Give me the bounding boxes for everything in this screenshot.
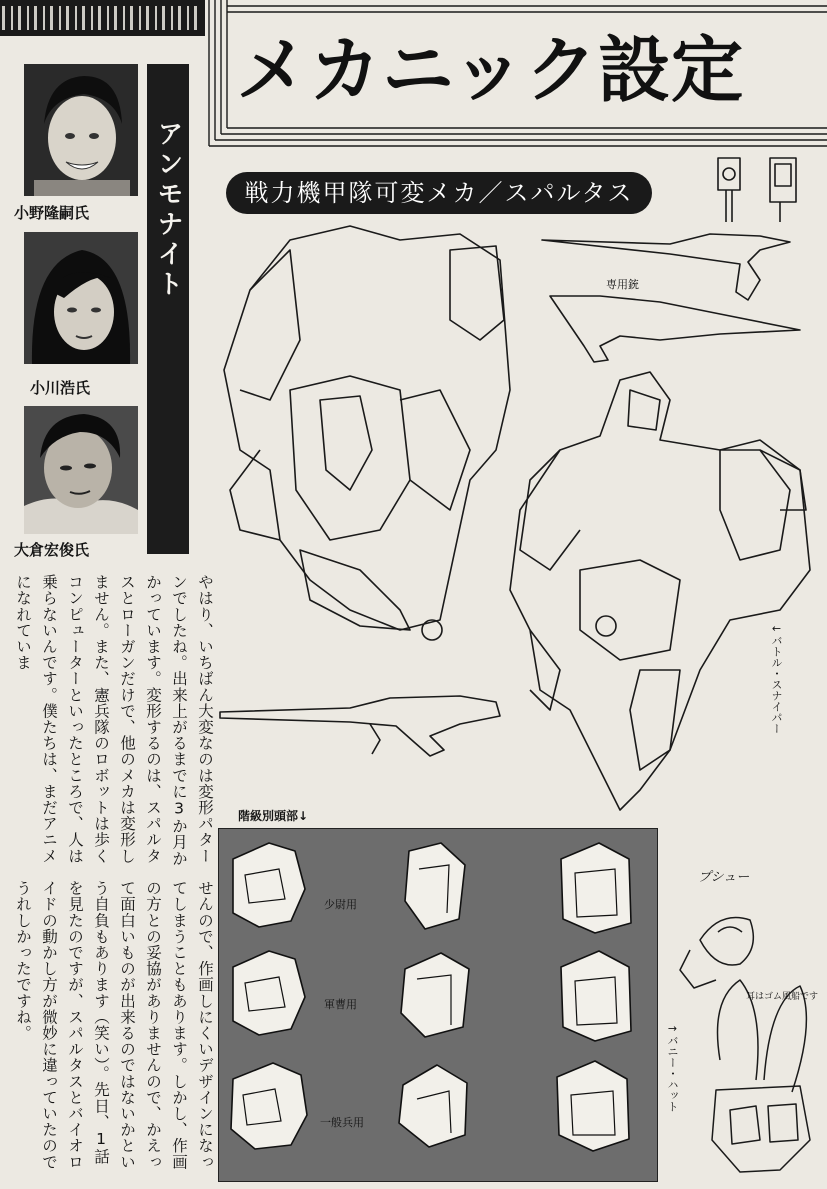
helmet-officer-back: [405, 843, 465, 929]
interview-text-upper: やはり、いちばん大変なのは変形パターンでしたね。出来上がるまでに3か月かかっています。変形するのは、スパルタスとローガンだけで、他のメカは変形しません。また、憲兵隊のロボットは歩くコンピューターといったところで、人は乗らないんです。僕たちは、まだアニメになれていま: [14, 574, 214, 867]
staff-photo-3: [24, 406, 138, 534]
staff-band-label: アンモナイト: [153, 120, 183, 300]
helmet-panel: [218, 828, 658, 1182]
weapon-caption: 専用銃: [606, 278, 639, 291]
helmet-sergeant-front: [561, 951, 631, 1041]
helmet-label-officer: 少尉用: [324, 898, 357, 911]
helmet-sergeant-back: [401, 953, 469, 1037]
staff-photo-1: [24, 64, 138, 196]
bunny-hat-label: →バニー・ハット: [666, 1022, 679, 1112]
staff-name-1: 小野隆嗣氏: [14, 204, 90, 222]
bunny-sfx: プシュー: [698, 870, 750, 885]
interview-text-lower: せんので、作画しにくいデザインになってしまうこともあります。しかし、作画の方との妥協がありませんので、かえって面白いものが出来るのではないかという自負もあります（笑い）。先日、1話を見たのですが、スパルタスとバイオロイドの動かし方が微妙に違っていたのでうれしかったですね。: [14, 880, 214, 1170]
helmet-sergeant-side: [233, 951, 305, 1035]
helmet-soldier-back: [399, 1065, 467, 1147]
bunny-note: 耳はゴム風船です: [746, 992, 819, 1002]
battle-sniper-label: ←バトル・スナイパー: [770, 622, 783, 734]
spartas-mecha-illustration: [200, 150, 827, 850]
helmet-soldier-front: [557, 1061, 629, 1151]
staff-photo-2: [24, 232, 138, 364]
helmet-heading: 階級別頭部↓: [238, 809, 309, 823]
mecha-detail-icons: [718, 158, 796, 222]
mech-section-title: 戦力機甲隊可変メカ／スパルタス: [226, 172, 652, 214]
bunny-hat-illustration: [660, 860, 827, 1189]
staff-name-2: 小川浩氏: [30, 379, 91, 397]
staff-name-3: 大倉宏俊氏: [14, 541, 90, 559]
helmet-label-soldier: 一般兵用: [320, 1116, 364, 1129]
helmet-officer-side: [233, 843, 305, 927]
helmet-label-sergeant: 軍曹用: [324, 998, 357, 1011]
helmet-soldier-side: [231, 1063, 307, 1149]
helmet-officer-front: [561, 843, 631, 933]
page-title: メカニック設定: [236, 28, 745, 112]
header-decoration: [0, 0, 205, 36]
